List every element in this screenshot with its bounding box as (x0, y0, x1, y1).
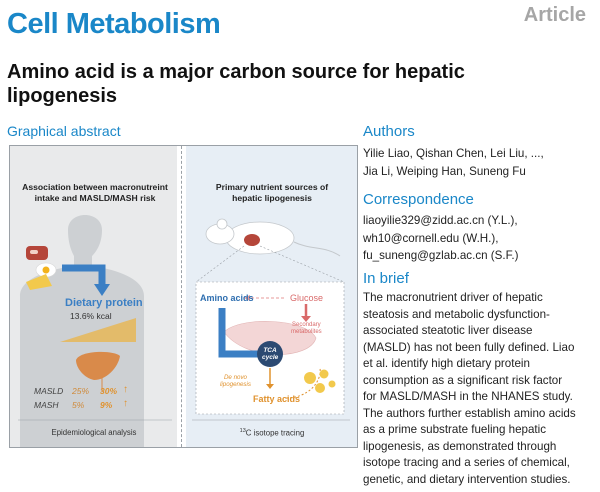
article-title: Amino acid is a major carbon source for hepatic lipogenesis (7, 61, 465, 107)
correspondence-heading: Correspondence (363, 191, 474, 208)
right-panel-heading: Primary nutrient sources of hepatic lipogenesis (215, 182, 329, 203)
mouse-ear-icon (217, 219, 227, 229)
fatty-acids-label: Fatty acids (253, 394, 301, 404)
dietary-protein-label: Dietary protein (65, 297, 143, 309)
graphical-abstract-label: Graphical abstract (7, 123, 121, 139)
kcal-label: 13.6% kcal (70, 311, 112, 321)
correspondence-list (363, 212, 519, 265)
masld-label: MASLD (34, 386, 64, 396)
tca-cycle-label: TCA cycle (262, 347, 279, 361)
mouse-liver-icon (244, 234, 260, 246)
correspondence-email[interactable]: fu_suneng@gzlab.ac.cn (S.F.) (363, 249, 519, 262)
authors-heading: Authors (363, 123, 415, 140)
masld-up-arrow-icon: ↑ (123, 384, 128, 395)
mouse-tail-icon (294, 242, 340, 256)
in-brief-text: The macronutrient driver of hepatic steatosis and metabolic dysfunction- associated steatotic liver disease (MASLD) has not been fully defined. Liao et al. identify high dietary protein consumption as a significant risk factor for MASLD/MASH in the NHANES study. The authors further establish amino acids as a prime substrate fueling hepatic lipogenesis, as demonstrated through isotope tracing and a series of chemical, genetic, and dietary intervention studies. (363, 291, 576, 486)
masld-from-value: 25% (72, 386, 90, 396)
mash-to-value: 9% (100, 400, 113, 410)
left-panel-heading: Association between macronutreint intake and MASLD/MASH risk (22, 182, 168, 203)
glucose-label: Glucose (290, 293, 324, 303)
authors-list: Yilie Liao, Qishan Chen, Lei Liu, ..., Jia Li, Weiping Han, Suneng Fu (363, 147, 544, 178)
secondary-metabolites-label: Secondary metabolites (291, 322, 322, 335)
lipid-droplet-icon (329, 381, 336, 388)
correspondence-email[interactable]: liaoyilie329@zidd.ac.cn (Y.L.), (363, 214, 518, 227)
lipid-droplet-icon (315, 383, 325, 393)
zoom-line-left (196, 246, 244, 282)
right-panel-footer: $^{13}$C isotope tracing (239, 428, 305, 438)
in-brief-heading: In brief (363, 270, 409, 287)
de-novo-lipogenesis-label: De novo lipogenesis (220, 374, 251, 388)
article-type-label: Article (523, 4, 586, 26)
mash-from-value: 5% (72, 400, 85, 410)
correspondence-email[interactable]: wh10@cornell.edu (W.H.), (363, 231, 499, 245)
mouse-body-icon (226, 222, 294, 254)
mash-label: MASH (34, 400, 59, 410)
graphical-abstract-figure (9, 145, 358, 448)
lipid-droplet-icon (320, 370, 329, 379)
left-panel-footer: Epidemiological analysis (51, 428, 137, 437)
lipid-droplet-icon (304, 372, 316, 384)
masld-to-value: 30% (100, 386, 118, 396)
journal-name: Cell Metabolism (7, 8, 221, 40)
amino-acids-label: Amino acids (200, 293, 254, 303)
mash-up-arrow-icon: ↑ (123, 398, 128, 409)
